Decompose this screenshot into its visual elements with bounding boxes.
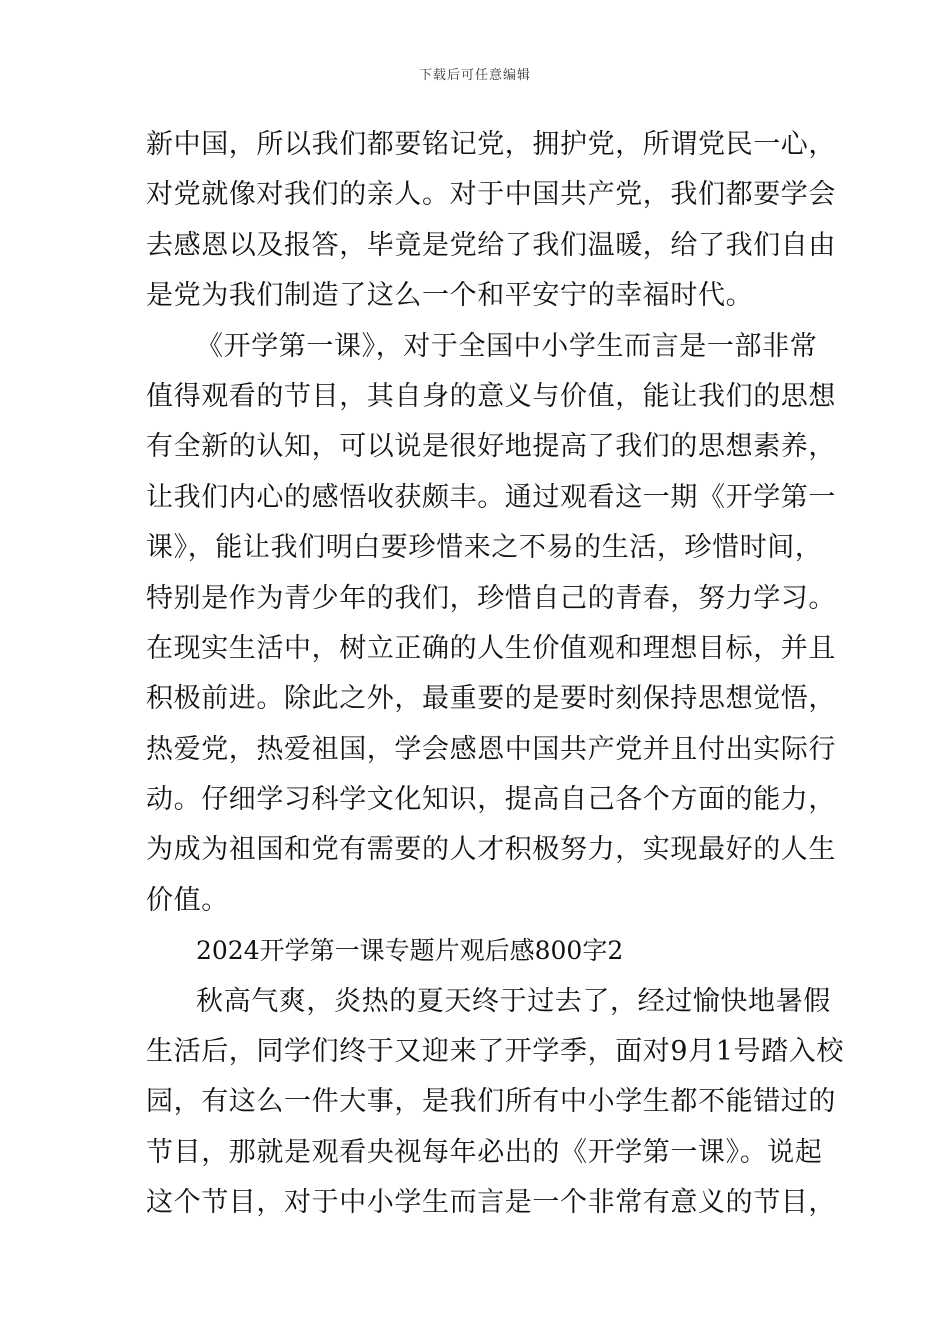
section-heading: 2024开学第一课专题片观后感800字2	[196, 936, 624, 966]
text-line: 价值。	[146, 884, 229, 916]
text-line: 有全新的认知，可以说是很好地提高了我们的思想素养，	[146, 431, 836, 463]
text-line: 这个节目，对于中小学生而言是一个非常有意义的节目，	[146, 1187, 836, 1219]
text-line: 特别是作为青少年的我们，珍惜自己的青春，努力学习。	[146, 582, 836, 614]
text-line: 热爱党，热爱祖国，学会感恩中国共产党并且付出实际行	[146, 733, 836, 765]
text-line: 在现实生活中，树立正确的人生价值观和理想目标，并且	[146, 632, 836, 664]
text-line: 新中国，所以我们都要铭记党，拥护党，所谓党民一心，	[146, 129, 836, 160]
text-line: 积极前进。除此之外，最重要的是要时刻保持思想觉悟，	[146, 683, 836, 715]
paragraph-start-line: 秋高气爽，炎热的夏天终于过去了，经过愉快地暑假	[196, 985, 831, 1017]
text-line: 生活后，同学们终于又迎来了开学季，面对9月1号踏入校	[146, 1036, 844, 1068]
text-line: 园，有这么一件大事，是我们所有中小学生都不能错过的	[146, 1086, 836, 1118]
text-line: 去感恩以及报答，毕竟是党给了我们温暖，给了我们自由	[146, 229, 836, 261]
paragraph-start-line: 《开学第一课》，对于全国中小学生而言是一部非常	[196, 330, 818, 362]
text-line: 动。仔细学习科学文化知识，提高自己各个方面的能力，	[146, 784, 836, 816]
text-line: 是党为我们制造了这么一个和平安宁的幸福时代。	[146, 280, 754, 312]
text-line: 值得观看的节目，其自身的意义与价值，能让我们的思想	[146, 380, 836, 412]
page-header: 下载后可任意编辑	[418, 68, 531, 83]
text-line: 为成为祖国和党有需要的人才积极努力，实现最好的人生	[146, 834, 836, 866]
text-line: 课》，能让我们明白要珍惜来之不易的生活，珍惜时间，	[146, 532, 823, 564]
text-line: 让我们内心的感悟收获颇丰。通过观看这一期《开学第一	[146, 481, 836, 513]
document-body	[146, 120, 844, 1229]
text-line: 节目，那就是观看央视每年必出的《开学第一课》。说起	[146, 1136, 823, 1168]
text-line: 对党就像对我们的亲人。对于中国共产党，我们都要学会	[146, 179, 836, 211]
